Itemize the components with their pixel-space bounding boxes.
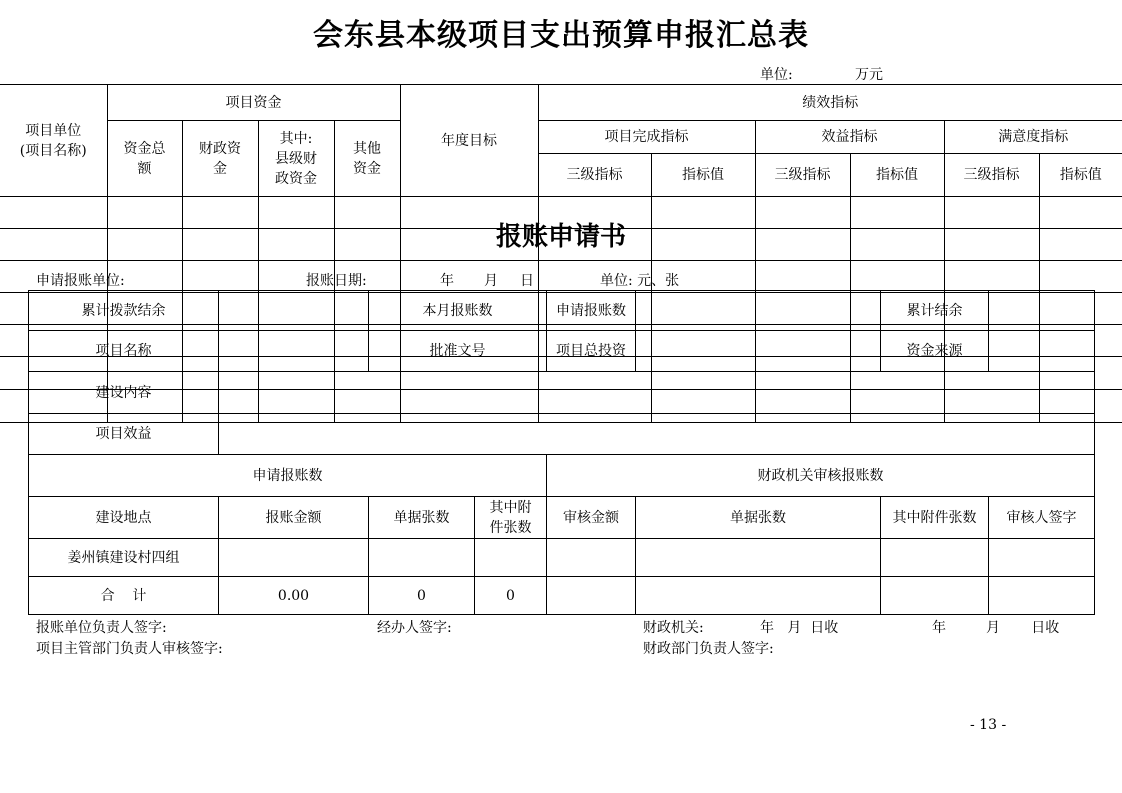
- header-level3-completion: 三级指标: [538, 154, 651, 197]
- location-header: 建设地点: [29, 497, 219, 539]
- finance-org-label: 财政机关:: [643, 620, 704, 636]
- received-date-1: 年 月 日收: [760, 620, 839, 636]
- unit-head-sign: 报账单位负责人签字:: [36, 620, 167, 636]
- this-month-label: 本月报账数: [369, 291, 547, 331]
- date-year: 年: [440, 273, 454, 289]
- header-county-funds: 其中: 县级财 政资金: [258, 121, 334, 197]
- total-amount: 0.00: [219, 577, 369, 615]
- header-value-completion: 指标值: [651, 154, 755, 197]
- summary-title: 会东县本级项目支出预算申报汇总表: [313, 18, 809, 53]
- header-project-funds: 项目资金: [107, 85, 400, 121]
- table-row: [0, 261, 1122, 293]
- apply-amount-label: 申请报账数: [547, 291, 636, 331]
- header-annual-target: 年度目标: [400, 85, 538, 197]
- header-completion: 项目完成指标: [538, 121, 755, 154]
- header-fiscal-funds: 财政资 金: [182, 121, 258, 197]
- total-label: 合 计: [29, 577, 219, 615]
- handler-sign: 经办人签字:: [377, 620, 452, 636]
- header-value-benefit: 指标值: [850, 154, 944, 197]
- header-project-unit: 项目单位 (项目名称): [0, 85, 107, 197]
- cumulative-balance-label: 累计结余: [881, 291, 989, 331]
- reimbursement-title: 报账申请书: [495, 222, 626, 252]
- unit-text: 单位: 元、张: [600, 273, 680, 289]
- finance-review-header: 财政机关审核报账数: [547, 455, 1095, 497]
- review-doc-count-header: 单据张数: [636, 497, 881, 539]
- unit-value: 万元: [855, 67, 883, 83]
- header-satisfaction: 满意度指标: [944, 121, 1122, 154]
- review-amount-header: 审核金额: [547, 497, 636, 539]
- approval-doc-label: 批准文号: [369, 331, 547, 372]
- apply-count-header: 申请报账数: [29, 455, 547, 497]
- location-value: 姜州镇建设村四组: [29, 539, 219, 577]
- cumulative-allocation-label: 累计拨款结余: [29, 291, 219, 331]
- total-investment-label: 项目总投资: [547, 331, 636, 372]
- date-label: 报账日期:: [306, 273, 367, 289]
- received-date-2: 年 月 日收: [932, 620, 1060, 636]
- header-level3-benefit: 三级指标: [755, 154, 850, 197]
- amount-header: 报账金额: [219, 497, 369, 539]
- project-benefit-label: 项目效益: [29, 414, 219, 455]
- attach-count-header: 其中附 件张数: [475, 497, 547, 539]
- header-level3-satisfaction: 三级指标: [944, 154, 1039, 197]
- date-day: 日: [520, 273, 534, 289]
- applicant-unit-label: 申请报账单位:: [36, 273, 125, 289]
- header-value-satisfaction: 指标值: [1039, 154, 1122, 197]
- header-total-funds: 资金总 额: [107, 121, 182, 197]
- fund-source-label: 资金来源: [881, 331, 989, 372]
- finance-head-sign: 财政部门负责人签字:: [643, 641, 774, 657]
- doc-count-header: 单据张数: [369, 497, 475, 539]
- header-benefit: 效益指标: [755, 121, 944, 154]
- total-doc-count: 0: [369, 577, 475, 615]
- page-number: - 13 -: [970, 717, 1007, 733]
- unit-label: 单位:: [760, 67, 793, 83]
- reimbursement-table: [28, 290, 1095, 615]
- review-attach-count-header: 其中附件张数: [881, 497, 989, 539]
- table-row: [29, 539, 1095, 577]
- table-row: [29, 577, 1095, 615]
- project-name-label: 项目名称: [29, 331, 219, 372]
- total-attach-count: 0: [475, 577, 547, 615]
- header-other-funds: 其他 资金: [334, 121, 400, 197]
- dept-head-sign: 项目主管部门负责人审核签字:: [36, 641, 223, 657]
- header-performance: 绩效指标: [538, 85, 1122, 121]
- reviewer-sign-header: 审核人签字: [989, 497, 1095, 539]
- date-month: 月: [484, 273, 498, 289]
- construction-content-label: 建设内容: [29, 372, 219, 414]
